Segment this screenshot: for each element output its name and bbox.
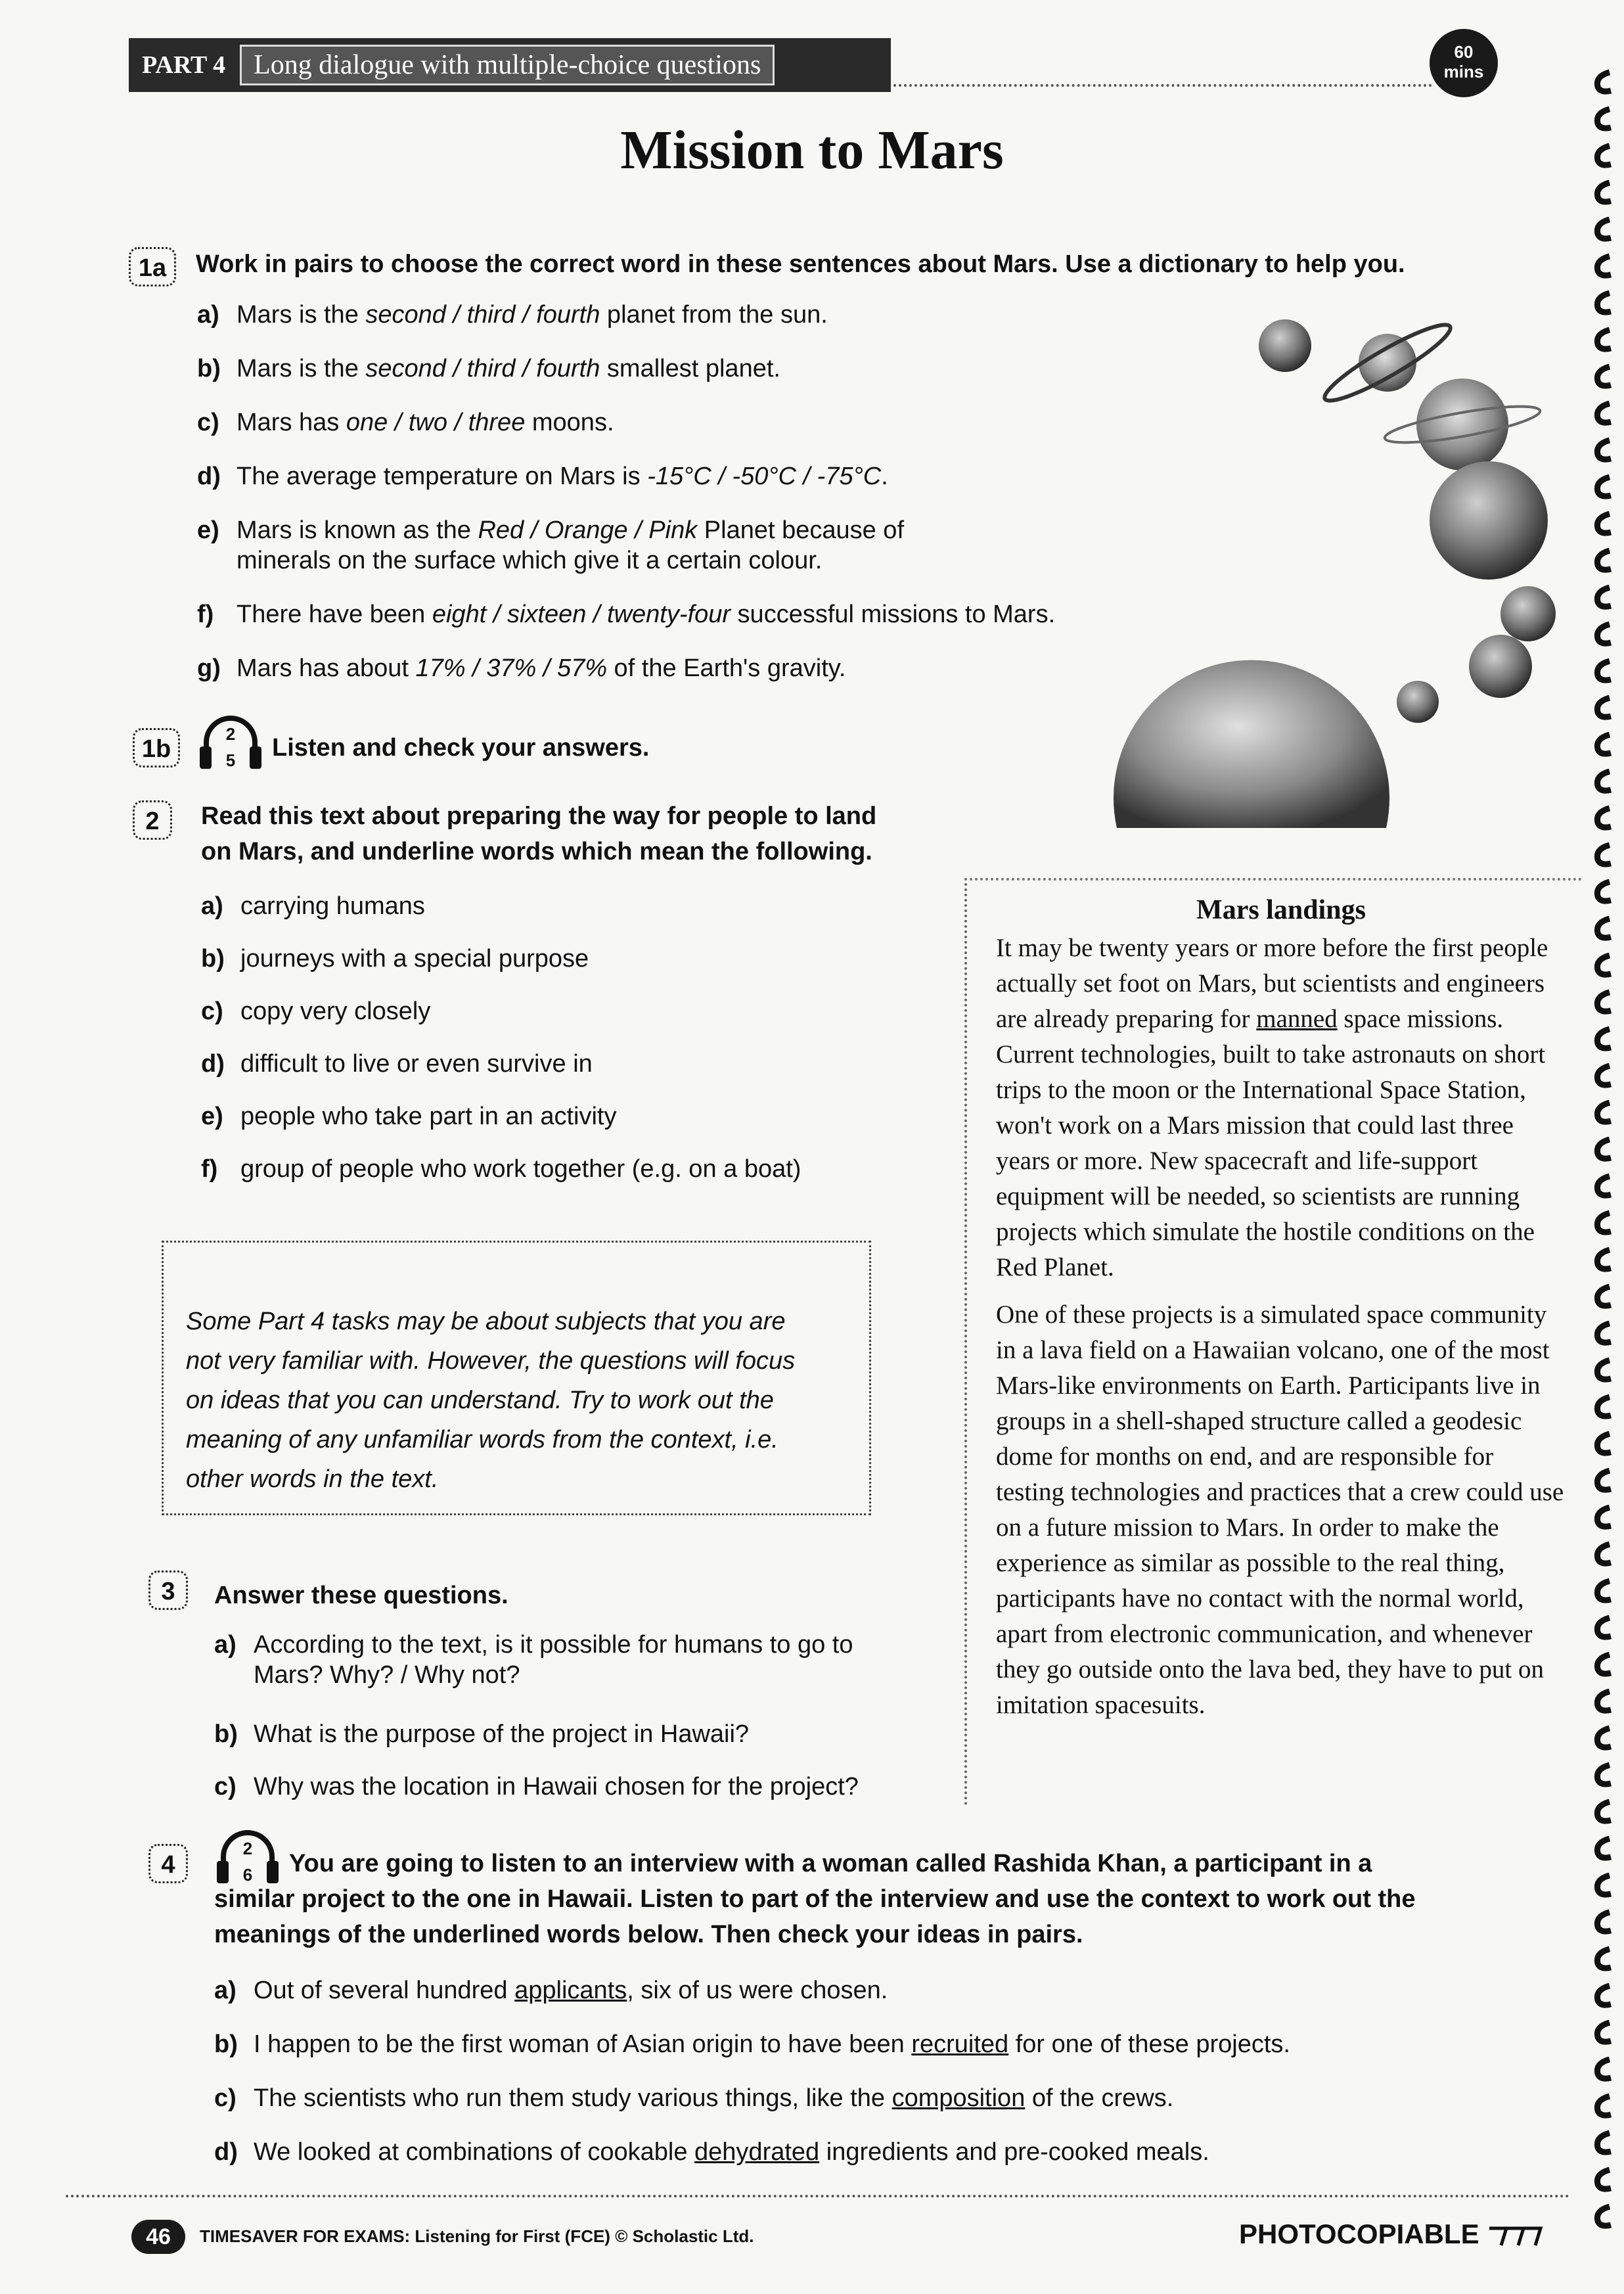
spiral-ring [1597, 1544, 1611, 1563]
spiral-ring [1597, 1397, 1611, 1416]
spiral-ring [1597, 1323, 1611, 1342]
item-letter: e) [201, 1103, 223, 1130]
exam-tip-box [162, 1241, 871, 1515]
item-text: copy very closely [240, 998, 431, 1025]
spiral-ring [1597, 1066, 1611, 1085]
underlined-word: manned [1256, 1005, 1338, 1033]
exercise-3-instruction: Answer these questions. [214, 1582, 508, 1609]
item-letter: b) [214, 2030, 238, 2058]
item-text: Mars is the [237, 301, 366, 329]
item-text: moons. [525, 409, 614, 436]
spiral-ring [1597, 2133, 1611, 2152]
reading-paragraph-1: It may be twenty years or more before the first people actually set foot on Mars, but scientists and engineers are already preparing for manned space missions. Current technologies, built to take astronauts on short trips to the moon or the International Space Station, won't work on a Mars mission that could last three years or more. New spacecraft and life-support equipment will be needed, so scientists are running projects which simulate the hostile conditions on the Red Planet. [996, 934, 1548, 1281]
item-continuation: Mars? Why? / Why not? [254, 1661, 520, 1689]
spiral-ring [1597, 403, 1611, 423]
page-title: Mission to Mars [620, 120, 1004, 181]
item-text: journeys with a special purpose [240, 945, 589, 973]
spiral-ring [1597, 551, 1611, 570]
spiral-ring [1597, 1912, 1611, 1931]
spiral-ring [1597, 1176, 1611, 1195]
exercise-4-instruction-1: You are going to listen to an interview with a woman called Rashida Khan, a participant in a [289, 1850, 1372, 1877]
exercise-2-instruction-2: on Mars, and underline words which mean the following. [201, 838, 872, 865]
exercise-4-item [214, 1975, 888, 2006]
exercise-2-item [201, 944, 589, 974]
item-text: Out of several hundred [254, 1977, 515, 2004]
spiral-ring [1597, 771, 1611, 791]
item-text: Why was the location in Hawaii chosen for the project? [254, 1773, 859, 1801]
spiral-ring [1597, 1802, 1611, 1821]
planets-illustration [1110, 289, 1557, 887]
part-header-bar [129, 38, 891, 92]
headphones-icon [212, 1823, 284, 1889]
underlined-word: dehydrated [694, 2138, 820, 2166]
spiral-ring [1597, 2023, 1611, 2042]
exercise-4-item [214, 2137, 1209, 2167]
item-letter: b) [214, 1720, 238, 1748]
spiral-ring [1597, 845, 1611, 864]
item-options: second / third / fourth [365, 301, 600, 329]
mars-icon [1114, 660, 1389, 828]
item-options: one / two / three [346, 409, 526, 436]
spiral-ring [1597, 1655, 1611, 1674]
spiral-ring [1597, 1986, 1611, 2005]
item-text: What is the purpose of the project in Hawaii? [254, 1720, 750, 1748]
item-text: group of people who work together (e.g. on a boat) [240, 1155, 801, 1183]
spiral-ring [1597, 367, 1611, 386]
item-continuation: minerals on the surface which give it a certain colour. [237, 547, 823, 574]
exercise-2-instruction-1: Read this text about preparing the way for people to land [201, 802, 877, 830]
spiral-ring [1597, 992, 1611, 1011]
photocopiable-label: PHOTOCOPIABLE [1239, 2218, 1546, 2250]
spiral-ring [1597, 219, 1611, 239]
time-badge [1430, 29, 1498, 97]
planet-large-icon [1430, 461, 1548, 580]
item-text: There have been [237, 601, 432, 628]
item-text: Mars has about [237, 654, 416, 682]
item-letter: a) [201, 892, 223, 920]
exercise-4-instruction-3: meanings of the underlined words below. Then check your ideas in pairs. [214, 1921, 1083, 1948]
item-text: . [881, 463, 888, 490]
item-options: Red / Orange / Pink [478, 516, 698, 544]
exercise-1a-instruction: Work in pairs to choose the correct word in these sentences about Mars. Use a dictionary to help you. [196, 250, 1405, 278]
underlined-word: applicants [514, 1977, 627, 2004]
item-text: difficult to live or even survive in [240, 1050, 593, 1078]
item-text: smallest planet. [600, 355, 780, 382]
item-letter: b) [197, 355, 221, 382]
spiral-ring [1597, 1839, 1611, 1858]
spiral-ring [1597, 1507, 1611, 1526]
spiral-ring [1597, 1728, 1611, 1747]
tip-line: meaning of any unfamiliar words from the context, i.e. [186, 1426, 778, 1454]
tip-line: not very familiar with. However, the questions will focus [186, 1347, 796, 1375]
item-text: carrying humans [240, 892, 425, 920]
spiral-ring [1597, 1103, 1611, 1122]
spiral-ring [1597, 1360, 1611, 1379]
track-top: 2 [225, 724, 236, 744]
track-top: 2 [242, 1839, 253, 1858]
exercise-2-item [201, 891, 425, 921]
exercise-4-item [214, 2083, 1173, 2113]
exercise-badge-2: 2 [133, 800, 172, 840]
photocopy-icon [1487, 2223, 1546, 2249]
spiral-ring [1597, 109, 1611, 128]
spiral-ring [1597, 183, 1611, 202]
item-letter: a) [214, 1977, 237, 2004]
spiral-ring [1597, 1765, 1611, 1784]
spiral-ring [1597, 955, 1611, 975]
spiral-ring [1597, 698, 1611, 717]
header-divider [893, 84, 1432, 87]
item-text: Mars is known as the [237, 516, 478, 544]
exercise-badge-1b: 1b [133, 728, 180, 768]
spiral-ring [1597, 919, 1611, 938]
spiral-ring [1597, 330, 1611, 349]
item-letter: a) [197, 301, 219, 329]
spiral-ring [1597, 514, 1611, 533]
item-text: The average temperature on Mars is [237, 463, 648, 490]
spiral-ring [1597, 661, 1611, 680]
planet-medium-icon [1500, 586, 1556, 641]
part-title: Long dialogue with multiple-choice questions [240, 45, 775, 85]
underlined-word: composition [891, 2084, 1026, 2112]
exercise-3-item [214, 1630, 853, 1690]
item-letter: a) [214, 1631, 237, 1659]
item-options: 17% / 37% / 57% [415, 654, 607, 682]
exercise-1a-item [197, 300, 828, 330]
exercise-3-item [214, 1772, 859, 1802]
exercise-badge-3: 3 [148, 1571, 188, 1610]
jupiter-icon [1416, 379, 1508, 470]
item-letter: d) [197, 463, 221, 490]
spiral-ring [1597, 293, 1611, 312]
item-letter: f) [201, 1155, 218, 1183]
footer-divider [66, 2195, 1570, 2197]
saturn-icon [1359, 334, 1416, 392]
item-text: people who take part in an activity [240, 1103, 617, 1130]
item-options: -15°C / -50°C / -75°C [647, 463, 882, 490]
reading-title: Mars landings [1196, 895, 1366, 925]
exercise-1a-item [197, 653, 846, 683]
time-unit: mins [1443, 62, 1484, 81]
spiral-ring [1597, 1213, 1611, 1232]
item-text: I happen to be the first woman of Asian origin to have been [254, 2030, 912, 2058]
spiral-ring [1597, 1581, 1611, 1600]
spiral-ring [1597, 1139, 1611, 1158]
exercise-1a-item [197, 599, 1055, 630]
moon-icon [1397, 681, 1439, 723]
spiral-ring [1597, 624, 1611, 643]
item-letter: e) [197, 516, 219, 544]
item-text: planet from the sun. [600, 301, 828, 329]
exercise-badge-1a: 1a [129, 247, 176, 287]
spiral-ring [1597, 2059, 1611, 2078]
exercise-2-item [201, 1049, 593, 1079]
exercise-2-item [201, 1154, 801, 1184]
spiral-ring [1597, 440, 1611, 459]
item-letter: f) [197, 601, 214, 628]
spiral-ring [1597, 1949, 1611, 1968]
item-text: Mars is the [237, 355, 366, 382]
spiral-ring [1597, 2170, 1611, 2189]
item-text: ingredients and pre-cooked meals. [819, 2138, 1209, 2166]
spiral-ring [1597, 256, 1611, 275]
item-text: of the crews. [1025, 2084, 1174, 2112]
exercise-1a-item [197, 407, 614, 438]
item-text: We looked at combinations of cookable [254, 2138, 695, 2166]
spiral-ring [1597, 1029, 1611, 1048]
spiral-ring [1597, 477, 1611, 496]
item-text: The scientists who run them study various things, like the [254, 2084, 892, 2112]
exercise-2-item [201, 1101, 616, 1132]
exercise-3-item [214, 1719, 749, 1749]
item-letter: b) [201, 945, 225, 973]
item-text: for one of these projects. [1008, 2030, 1290, 2058]
item-letter: d) [201, 1050, 225, 1078]
item-letter: c) [214, 1773, 237, 1801]
spiral-ring [1597, 1691, 1611, 1710]
exercise-1a-item [197, 461, 888, 492]
item-options: second / third / fourth [365, 355, 600, 382]
spiral-ring [1597, 808, 1611, 827]
item-text: of the Earth's gravity. [607, 654, 846, 682]
item-letter: d) [214, 2138, 238, 2166]
spiral-ring [1597, 72, 1611, 91]
planet-small-icon [1259, 319, 1311, 372]
exercise-4-item [214, 2029, 1290, 2059]
item-text: Planet because of [697, 516, 904, 544]
spiral-ring [1597, 2096, 1611, 2115]
item-text: According to the text, is it possible for humans to go to [254, 1631, 853, 1659]
spiral-ring [1597, 1618, 1611, 1637]
exercise-badge-4: 4 [148, 1844, 188, 1883]
tip-line: Some Part 4 tasks may be about subjects that you are [186, 1308, 786, 1335]
item-letter: c) [214, 2084, 237, 2112]
track-bottom: 6 [242, 1865, 253, 1885]
exercise-1a-item [197, 515, 904, 576]
item-text: , six of us were chosen. [627, 1977, 888, 2004]
exercise-4-instruction-2: similar project to the one in Hawaii. Listen to part of the interview and use the context to work out the [214, 1885, 1416, 1913]
item-letter: c) [201, 998, 223, 1025]
reading-paragraph-2: One of these projects is a simulated space community in a lava field on a Hawaiian volcano, one of the most Mars-like environments on Earth. Participants live in groups in a shell-shaped structure called a geodesic dome for months on end, and are responsible for testing technologies and practices that a crew could use on a future mission to Mars. In order to make the experience as similar as possible to the real thing, participants have no contact with the normal world, apart from electronic communication, and whenever they go outside onto the lava bed, they have to put on imitation spacesuits. [996, 1300, 1564, 1719]
planet-dark-icon [1469, 635, 1532, 698]
tip-line: on ideas that you can understand. Try to work out the [186, 1387, 774, 1414]
exercise-2-item [201, 996, 430, 1026]
item-letter: c) [197, 409, 219, 436]
spiral-binding [1583, 0, 1624, 2294]
reading-text-box [964, 878, 1582, 1806]
spiral-ring [1597, 1434, 1611, 1453]
item-letter: g) [197, 654, 221, 682]
item-text: Mars has [237, 409, 346, 436]
headphones-icon [194, 708, 267, 774]
spiral-ring [1597, 1471, 1611, 1490]
copyright-credit: TIMESAVER FOR EXAMS: Listening for First (FCE) © Scholastic Ltd. [200, 2226, 754, 2246]
track-bottom: 5 [225, 750, 236, 770]
spiral-ring [1597, 1875, 1611, 1894]
part-label: PART 4 [142, 51, 226, 79]
tip-line: other words in the text. [186, 1465, 439, 1493]
spiral-ring [1597, 2207, 1611, 2226]
spiral-ring [1597, 1250, 1611, 1269]
spiral-ring [1597, 146, 1611, 165]
spiral-ring [1597, 587, 1611, 607]
spiral-ring [1597, 882, 1611, 901]
underlined-word: recruited [911, 2030, 1009, 2058]
item-options: eight / sixteen / twenty-four [432, 601, 731, 628]
item-text: successful missions to Mars. [731, 601, 1056, 628]
time-value: 60 [1454, 42, 1474, 62]
exercise-1b-instruction: Listen and check your answers. [272, 734, 650, 762]
page-number: 46 [131, 2220, 185, 2254]
spiral-ring [1597, 735, 1611, 754]
spiral-ring [1597, 1287, 1611, 1306]
exercise-1a-item [197, 354, 780, 384]
